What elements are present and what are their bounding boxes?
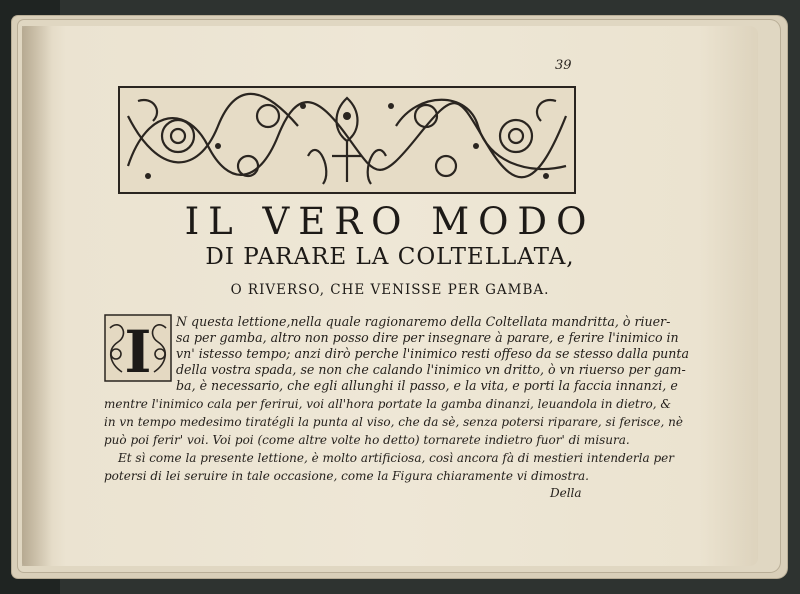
text-line: Et sì come la presente lettione, è molto artificiosa, così ancora fà di mestieri intenderla per <box>118 451 674 465</box>
text-line: mentre l'inimico cala per ferirui, voi all'hora portate la gamba dinanzi, leuandola in dietro, & <box>104 397 672 411</box>
text-line: sa per gamba, altro non posso dire per insegnare à parare, e ferire l'inimico in <box>176 330 679 345</box>
title-line-3: O RIVERSO, CHE VENISSE PER GAMBA. <box>230 282 550 298</box>
catchword: Della <box>550 486 582 500</box>
text-line: della vostra spada, se non che calando l'inimico vn dritto, ò vn riuerso per gam- <box>176 362 686 377</box>
svg-text:I: I <box>124 318 152 382</box>
text-line: vn' istesso tempo; anzi dirò perche l'inimico resti offeso da se stesso dalla punta <box>176 346 689 361</box>
title-line-1: IL VERO MODO <box>184 200 596 243</box>
title-line-2: DI PARARE LA COLTELLATA, <box>205 244 575 270</box>
text-line: ba, è necessario, che egli allunghi il passo, e la vita, e porti la faccia innanzi, e <box>176 378 678 393</box>
page-number: 39 <box>555 58 572 73</box>
drop-cap-ornament <box>104 314 172 382</box>
ornamental-headpiece <box>118 86 576 194</box>
text-line: N questa lettione,nella quale ragionaremo della Coltellata mandritta, ò riuer- <box>176 314 671 329</box>
text-line: potersi di lei seruire in tale occasione, come la Figura chiaramente vi dimostra. <box>104 469 589 483</box>
text-line: può poi ferir' voi. Voi poi (come altre volte ho detto) tornarete indietro fuor' di misura. <box>104 433 630 447</box>
text-line: in vn tempo medesimo tiratégli la punta al viso, che da sè, senza potersi riparare, si ferisce, nè <box>104 415 683 429</box>
